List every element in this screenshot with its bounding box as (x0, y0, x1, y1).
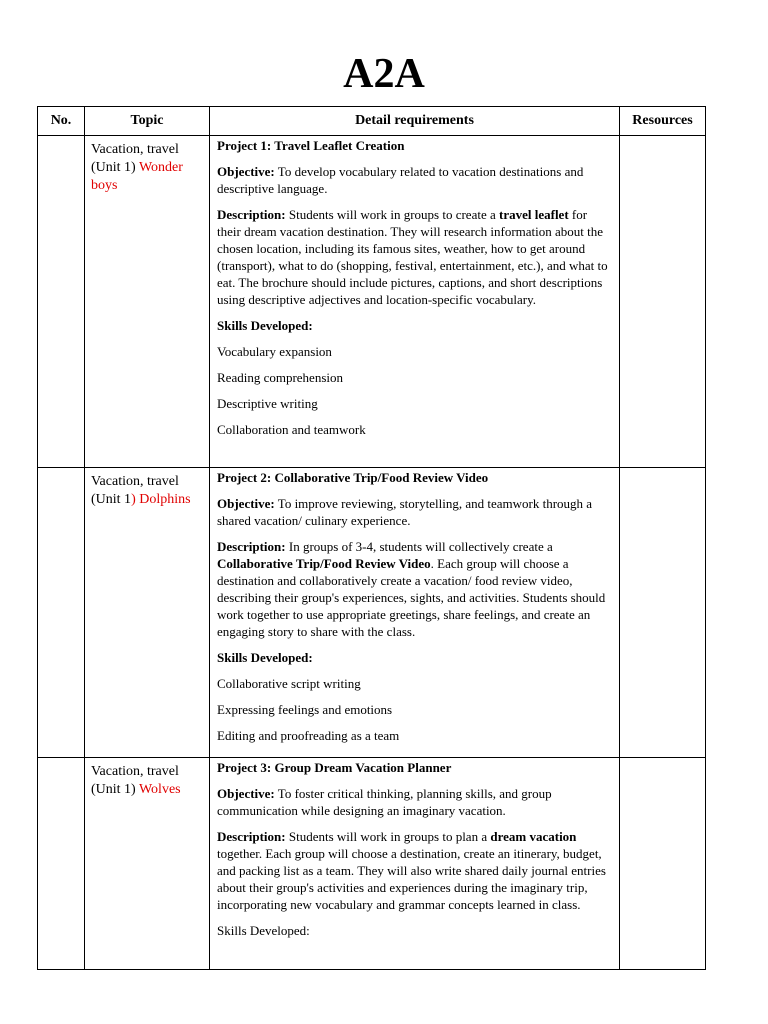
table-row (38, 136, 706, 468)
header-resources: Resources (620, 107, 706, 136)
header-topic: Topic (85, 107, 210, 136)
skill-item: Editing and proofreading as a team (217, 728, 400, 743)
description-label: Description: (217, 829, 286, 844)
topic-text: Vacation, travel (Unit 1 (91, 474, 179, 507)
project-title: Project 2: Collaborative Trip/Food Review Video (217, 470, 489, 485)
topic-text: Vacation, travel (Unit 1) (91, 764, 179, 797)
requirements-table (37, 106, 706, 970)
skills-heading: Skills Developed: (217, 923, 310, 938)
table-header-row (38, 107, 706, 136)
objective-label: Objective: (217, 496, 275, 511)
objective-text: To improve reviewing, storytelling, and teamwork through a shared vacation/ culinary experience. (217, 496, 593, 528)
resources-cell (620, 468, 706, 758)
skill-item: Vocabulary expansion (217, 344, 332, 359)
skill-item: Collaborative script writing (217, 676, 361, 691)
topic-text: Vacation, travel (Unit 1) (91, 142, 179, 175)
project-title: Project 3: Group Dream Vacation Planner (217, 760, 452, 775)
description-emphasis: travel leaflet (499, 207, 569, 222)
objective-label: Objective: (217, 164, 275, 179)
description-text: In groups of 3-4, students will collectively create a (285, 539, 553, 554)
row-number-cell (38, 758, 85, 970)
resources-cell (620, 136, 706, 468)
table-row (38, 468, 706, 758)
row-number-cell (38, 468, 85, 758)
group-name: Wolves (138, 782, 181, 797)
row-number-cell (38, 136, 85, 468)
description-emphasis: dream vacation (490, 829, 577, 844)
skill-item: Collaboration and teamwork (217, 422, 366, 437)
description-text-rest: . Each group will choose a destination and collaboratively create a vacation/ food review video, describing their group's experiences, sights, and activities. Students should work together to use appropriate greetings, share feelings, and create an engaging story to share with the class. (217, 556, 606, 639)
project-title: Project 1: Travel Leaflet Creation (217, 138, 405, 153)
objective-text: To foster critical thinking, planning skills, and group communication while designing an imaginary vacation. (217, 786, 552, 818)
skill-item: Descriptive writing (217, 396, 318, 411)
resources-cell (620, 758, 706, 970)
document-title: A2A (343, 51, 425, 97)
objective-text: To develop vocabulary related to vacation destinations and descriptive language. (217, 164, 584, 196)
header-no: No. (38, 107, 85, 136)
objective-paragraph (217, 163, 612, 197)
group-name: ) Dolphins (131, 492, 191, 507)
description-paragraph (217, 538, 612, 640)
description-text: Students will work in groups to create a (285, 207, 499, 222)
skill-item: Reading comprehension (217, 370, 343, 385)
description-emphasis: Collaborative Trip/Food Review Video (217, 556, 431, 571)
description-text-rest: together. Each group will choose a destination, create an itinerary, budget, and packing list as a team. They will also write shared daily journal entries about their group's activities and experiences during the imaginary trip, incorporating new vocabulary and grammar concepts learned in class. (217, 846, 606, 912)
detail-cell (210, 136, 620, 468)
topic-cell (85, 468, 210, 758)
detail-cell (210, 758, 620, 970)
description-label: Description: (217, 207, 286, 222)
skills-heading: Skills Developed: (217, 318, 313, 333)
topic-cell (85, 758, 210, 970)
detail-cell (210, 468, 620, 758)
table-row (38, 758, 706, 970)
description-paragraph (217, 206, 612, 308)
description-text: Students will work in groups to plan a (285, 829, 491, 844)
skill-item: Expressing feelings and emotions (217, 702, 393, 717)
skills-heading: Skills Developed: (217, 650, 313, 665)
description-paragraph (217, 828, 612, 913)
topic-cell (85, 136, 210, 468)
description-label: Description: (217, 539, 286, 554)
description-text-rest: for their dream vacation destination. They will research information about the chosen location, including its famous sites, weather, how to get around (transport), what to do (shopping, festival, entertainment, etc.), and what to eat. The brochure should include pictures, captions, and short descriptions using descriptive adjectives and location-specific vocabulary. (217, 207, 608, 307)
objective-paragraph (217, 495, 612, 529)
group-name: Wonder boys (91, 160, 183, 193)
objective-label: Objective: (217, 786, 275, 801)
header-detail-requirements: Detail requirements (210, 107, 620, 136)
objective-paragraph (217, 785, 612, 819)
